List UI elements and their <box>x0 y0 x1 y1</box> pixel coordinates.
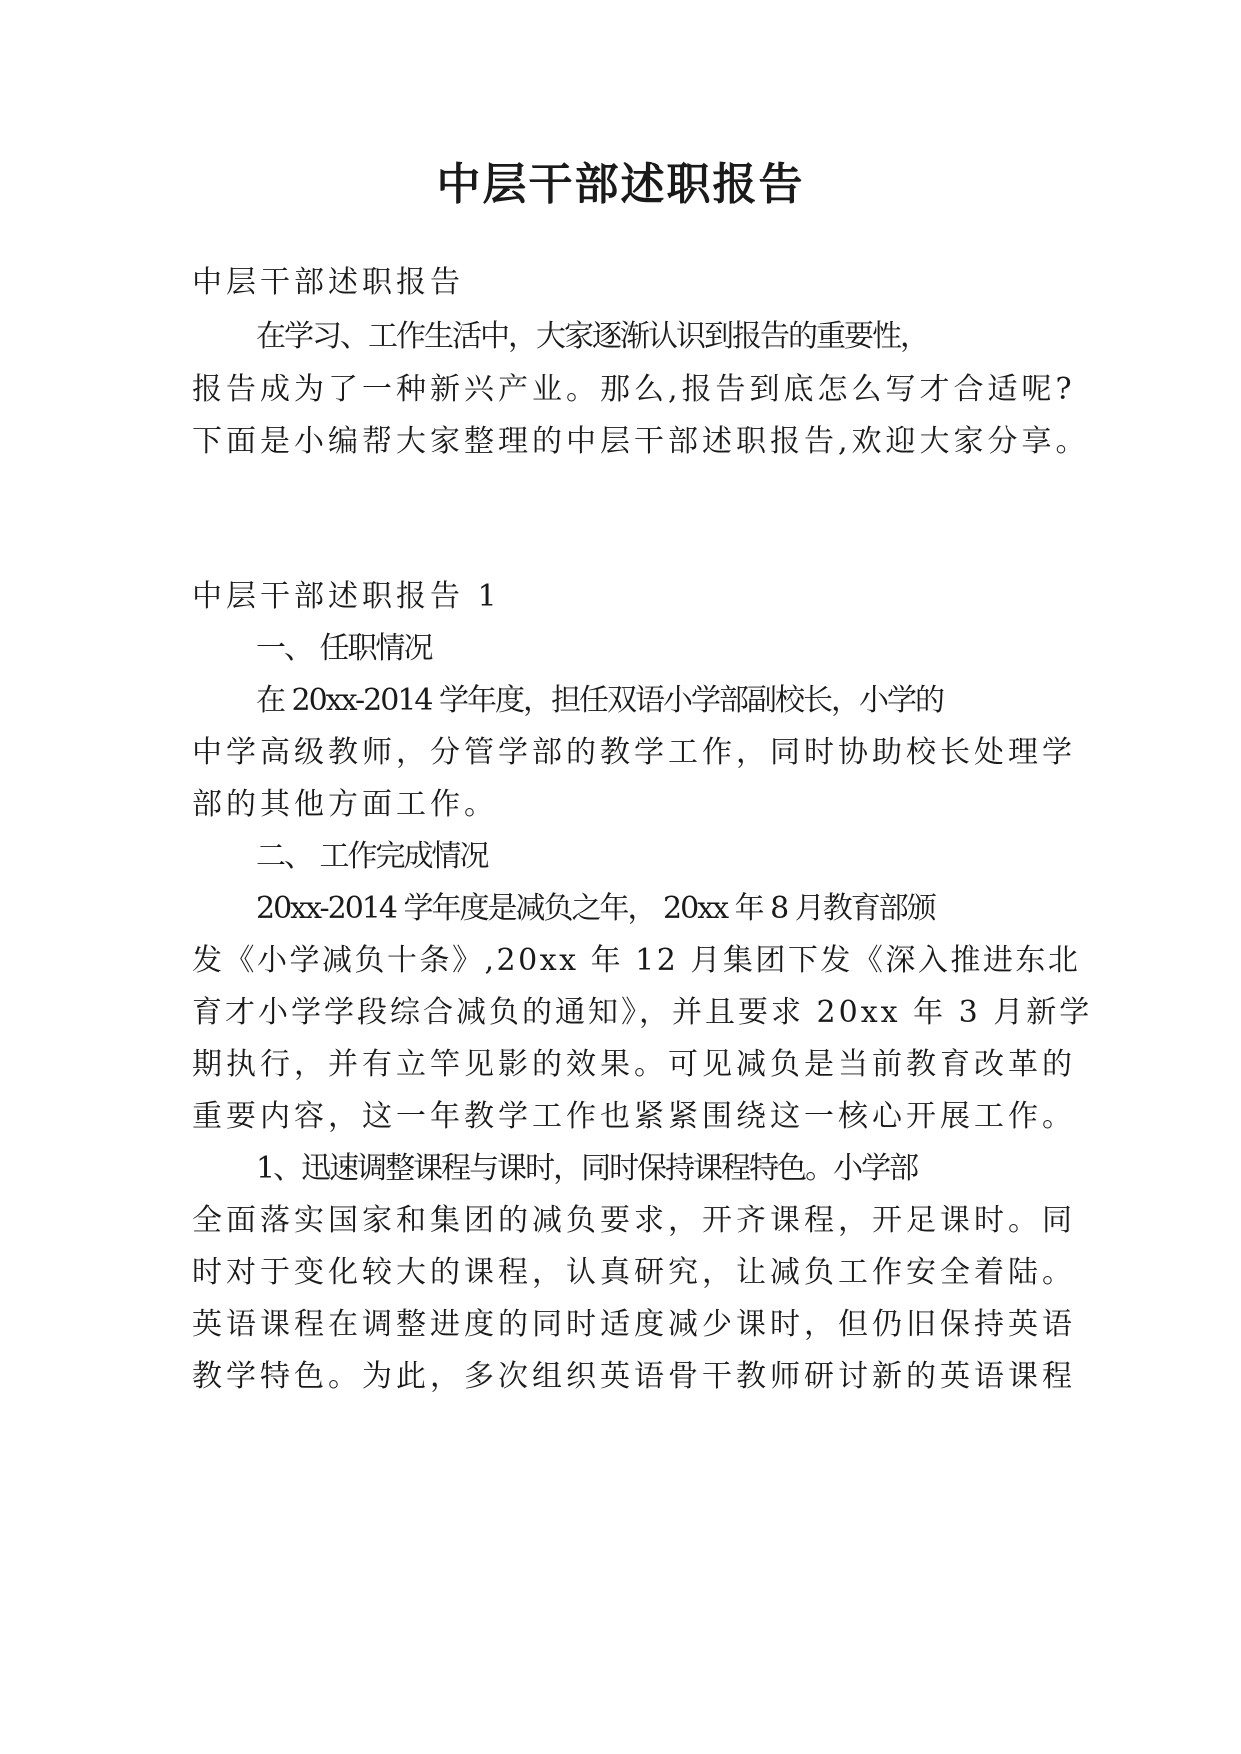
paragraph-line: 20xx-2014 学年度是减负之年， 20xx 年 8 月教育部颁 <box>256 891 935 926</box>
paragraph-line: 育才小学学段综合减负的通知》，并且要求 20xx 年 3 月新学 <box>192 995 1093 1030</box>
paragraph-line: 报告成为了一种新兴产业。那么,报告到底怎么写才合适呢? <box>192 372 1076 407</box>
paragraph-line: 教学特色。为此，多次组织英语骨干教师研讨新的英语课程 <box>192 1359 1076 1394</box>
paragraph-line: 重要内容，这一年教学工作也紧紧围绕这一核心开展工作。 <box>192 1099 1076 1134</box>
paragraph-line: 下面是小编帮大家整理的中层干部述职报告,欢迎大家分享。 <box>192 424 1090 459</box>
section-heading: 中层干部述职报告 1 <box>192 579 501 614</box>
paragraph-line: 英语课程在调整进度的同时适度减少课时，但仍旧保持英语 <box>192 1307 1076 1342</box>
subsection-heading: 一、 任职情况 <box>256 631 432 666</box>
paragraph-line: 部的其他方面工作。 <box>192 787 498 822</box>
paragraph-line: 1、迅速调整课程与课时，同时保持课程特色。小学部 <box>256 1151 918 1186</box>
paragraph-line: 时对于变化较大的课程，认真研究，让减负工作安全着陆。 <box>192 1255 1076 1290</box>
paragraph-line: 期执行，并有立竿见影的效果。可见减负是当前教育改革的 <box>192 1047 1076 1082</box>
paragraph-line: 全面落实国家和集团的减负要求，开齐课程，开足课时。同 <box>192 1203 1076 1238</box>
paragraph-line: 在学习、工作生活中，大家逐渐认识到报告的重要性， <box>256 319 928 354</box>
subsection-heading: 二、 工作完成情况 <box>256 839 488 874</box>
paragraph-line: 中学高级教师，分管学部的教学工作，同时协助校长处理学 <box>192 735 1076 770</box>
intro-heading: 中层干部述职报告 <box>192 265 464 300</box>
paragraph-line: 发《小学减负十条》,20xx 年 12 月集团下发《深入推进东北 <box>192 943 1081 978</box>
document-title: 中层干部述职报告 <box>436 159 805 210</box>
paragraph-line: 在 20xx-2014 学年度，担任双语小学部副校长，小学的 <box>256 683 944 718</box>
